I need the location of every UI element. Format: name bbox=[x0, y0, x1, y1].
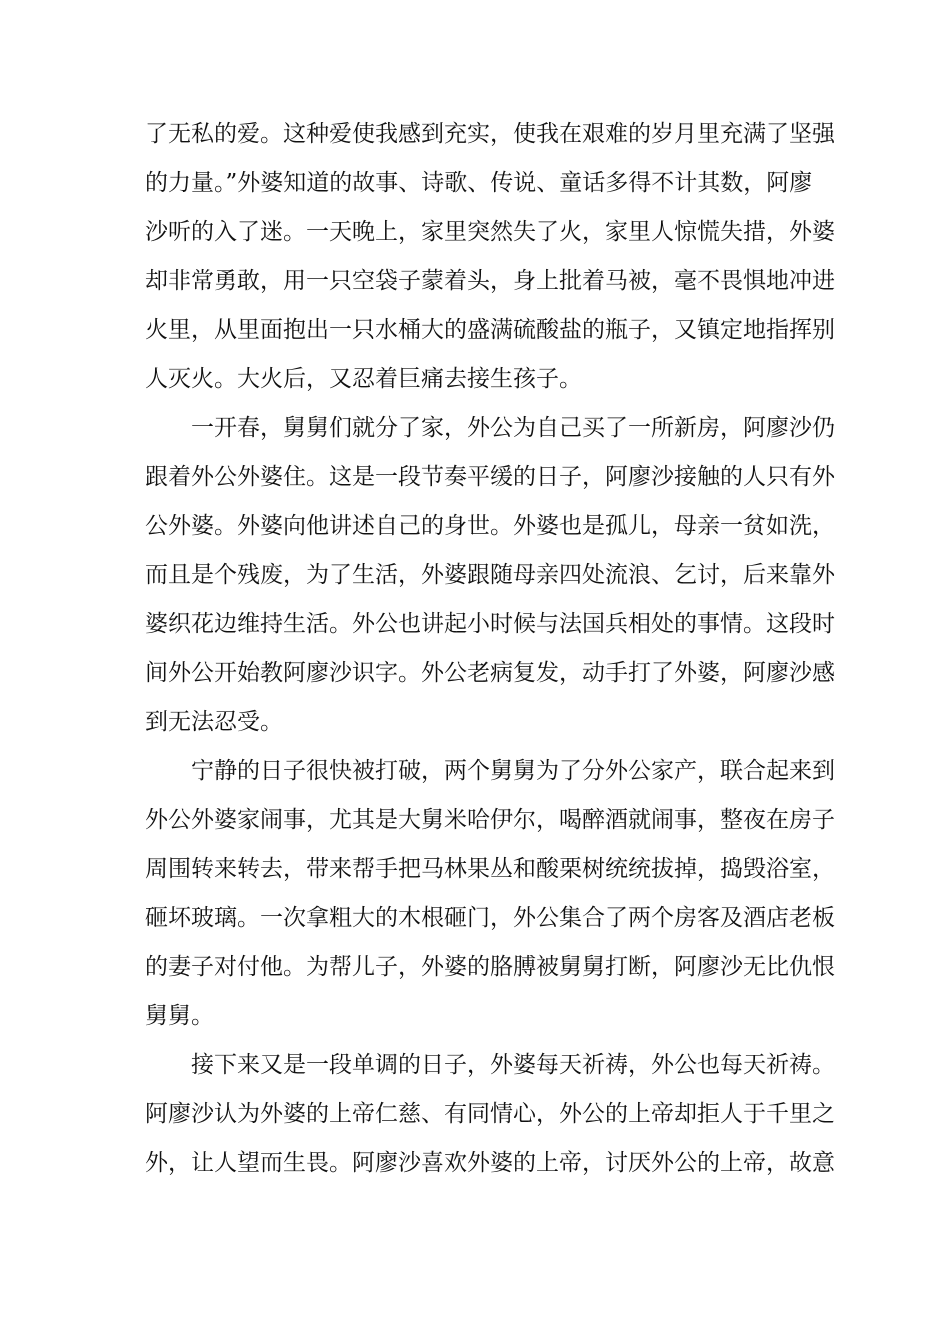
text-line: 的力量。”外婆知道的故事、诗歌、传说、童话多得不计其数，阿廖 bbox=[145, 170, 813, 196]
text-line: 婆织花边维持生活。外公也讲起小时候与法国兵相处的事情。这段时 bbox=[145, 611, 835, 637]
text-line: 一开春，舅舅们就分了家，外公为自己买了一所新房，阿廖沙仍 bbox=[191, 415, 835, 441]
text-line: 的妻子对付他。为帮儿子，外婆的胳膊被舅舅打断，阿廖沙无比仇恨 bbox=[145, 954, 835, 980]
text-line: 跟着外公外婆住。这是一段节奏平缓的日子，阿廖沙接触的人只有外 bbox=[145, 464, 835, 490]
text-line: 而且是个残废，为了生活，外婆跟随母亲四处流浪、乞讨，后来靠外 bbox=[145, 562, 835, 588]
text-line: 接下来又是一段单调的日子，外婆每天祈祷，外公也每天祈祷。 bbox=[191, 1052, 835, 1078]
text-line: 了无私的爱。这种爱使我感到充实，使我在艰难的岁月里充满了坚强 bbox=[145, 121, 835, 147]
paragraph bbox=[145, 110, 835, 404]
text-line: 阿廖沙认为外婆的上帝仁慈、有同情心，外公的上帝却拒人于千里之 bbox=[145, 1101, 835, 1127]
text-line: 宁静的日子很快被打破，两个舅舅为了分外公家产，联合起来到 bbox=[191, 758, 835, 784]
text-line: 沙听的入了迷。一天晚上，家里突然失了火，家里人惊慌失措，外婆 bbox=[145, 219, 835, 245]
text-line: 火里，从里面抱出一只水桶大的盛满硫酸盐的瓶子，又镇定地指挥别 bbox=[145, 317, 835, 343]
text-line: 砸坏玻璃。一次拿粗大的木根砸门，外公集合了两个房客及酒店老板 bbox=[145, 905, 835, 931]
text-line: 间外公开始教阿廖沙识字。外公老病复发，动手打了外婆，阿廖沙感 bbox=[145, 660, 835, 686]
text-line: 到无法忍受。 bbox=[145, 709, 283, 735]
text-line: 舅舅。 bbox=[145, 1003, 214, 1029]
text-line: 却非常勇敢，用一只空袋子蒙着头，身上批着马被，毫不畏惧地冲进 bbox=[145, 268, 835, 294]
text-line: 人灭火。大火后，又忍着巨痛去接生孩子。 bbox=[145, 366, 582, 392]
text-line: 周围转来转去，带来帮手把马林果丛和酸栗树统统拔掉，捣毁浴室， bbox=[145, 856, 835, 882]
text-line: 外，让人望而生畏。阿廖沙喜欢外婆的上帝，讨厌外公的上帝，故意 bbox=[145, 1150, 835, 1176]
text-line: 外公外婆家闹事，尤其是大舅米哈伊尔，喝醉酒就闹事，整夜在房子 bbox=[145, 807, 835, 833]
paragraph bbox=[145, 404, 835, 747]
paragraph bbox=[145, 747, 835, 1041]
paragraph bbox=[145, 1041, 835, 1188]
document-body bbox=[145, 110, 835, 1188]
text-line: 公外婆。外婆向他讲述自己的身世。外婆也是孤儿，母亲一贫如洗， bbox=[145, 513, 835, 539]
